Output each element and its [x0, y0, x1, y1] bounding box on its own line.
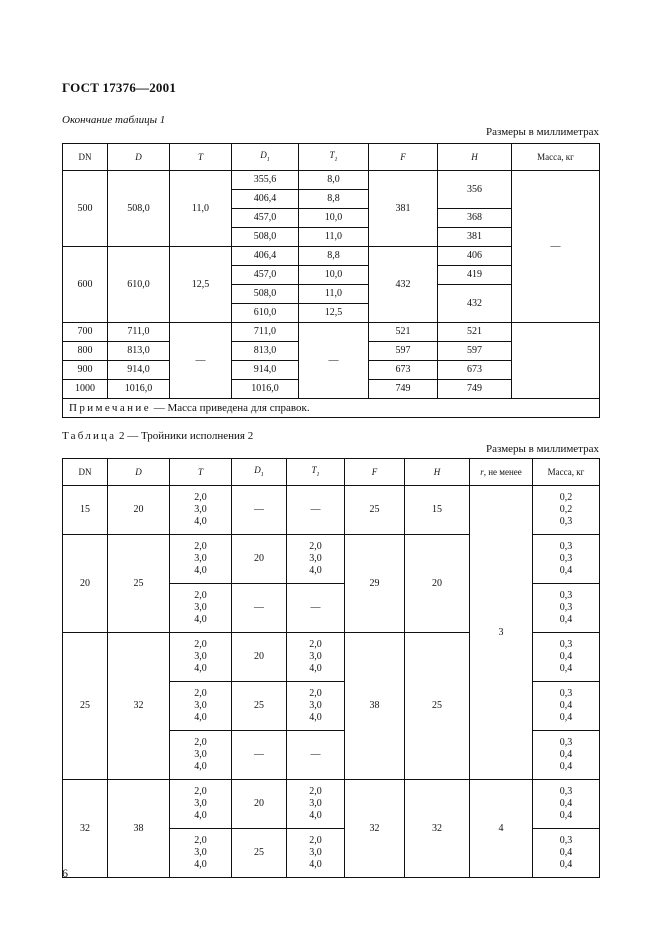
cell-d1: 813,0: [232, 342, 299, 361]
cell-d1: 914,0: [232, 361, 299, 380]
cell-t1: 2,0 3,0 4,0: [287, 780, 345, 829]
cell-mass: 0,2 0,2 0,3: [533, 486, 600, 535]
cell-dn: 32: [63, 780, 108, 878]
cell-t: 2,0 3,0 4,0: [170, 780, 232, 829]
note-text: — Масса приведена для справок.: [150, 402, 310, 414]
col-header-t1: $T_1$: [299, 144, 369, 171]
table-row: [63, 486, 600, 535]
cell-h: 381: [438, 228, 512, 247]
cell-h: 432: [438, 285, 512, 323]
cell-t: 2,0 3,0 4,0: [170, 682, 232, 731]
cell-t: —: [170, 323, 232, 399]
cell-mass: 0,3 0,3 0,4: [533, 584, 600, 633]
col-header-f: F: [369, 144, 438, 171]
cell-mass: 0,3 0,3 0,4: [533, 535, 600, 584]
cell-dn: 1000: [63, 380, 108, 399]
cell-dn: 25: [63, 633, 108, 780]
cell-t1: —: [299, 323, 369, 399]
cell-dn: 700: [63, 323, 108, 342]
cell-h: 749: [438, 380, 512, 399]
cell-dn: 500: [63, 171, 108, 247]
cell-d1: 20: [232, 535, 287, 584]
cell-d1: 457,0: [232, 209, 299, 228]
cell-d: 813,0: [108, 342, 170, 361]
cell-d1: 406,4: [232, 190, 299, 209]
cell-t1: 2,0 3,0 4,0: [287, 829, 345, 878]
cell-mass: 0,3 0,4 0,4: [533, 829, 600, 878]
table2-caption-label: Таблица: [62, 430, 117, 442]
cell-d1: 20: [232, 633, 287, 682]
cell-d1: 20: [232, 780, 287, 829]
note-label: Примечание: [69, 402, 151, 414]
cell-h: 521: [438, 323, 512, 342]
cell-d: 20: [108, 486, 170, 535]
cell-d1: 25: [232, 682, 287, 731]
cell-d: 25: [108, 535, 170, 633]
cell-d1: 508,0: [232, 228, 299, 247]
cell-r: 3: [470, 486, 533, 780]
cell-f: 38: [345, 633, 405, 780]
cell-t1: 8,8: [299, 247, 369, 266]
cell-t1: 8,8: [299, 190, 369, 209]
table-note-row: [63, 399, 600, 418]
cell-dn: 900: [63, 361, 108, 380]
page-number: 6: [62, 866, 68, 880]
cell-t1: 11,0: [299, 228, 369, 247]
cell-d1: 711,0: [232, 323, 299, 342]
table2-caption: [62, 430, 253, 442]
cell-t1: 2,0 3,0 4,0: [287, 535, 345, 584]
table-row: [63, 171, 600, 190]
cell-t1: 11,0: [299, 285, 369, 304]
cell-d1: —: [232, 731, 287, 780]
cell-dn: 600: [63, 247, 108, 323]
cell-t: 2,0 3,0 4,0: [170, 486, 232, 535]
table-row: [63, 780, 600, 829]
cell-t: 2,0 3,0 4,0: [170, 731, 232, 780]
cell-t1: —: [287, 731, 345, 780]
cell-d1: 457,0: [232, 266, 299, 285]
cell-dn: 20: [63, 535, 108, 633]
cell-t1: 10,0: [299, 266, 369, 285]
table-header-row: [63, 144, 600, 171]
cell-h: 15: [405, 486, 470, 535]
cell-d: 38: [108, 780, 170, 878]
cell-h: 25: [405, 633, 470, 780]
table-row: [63, 323, 600, 342]
cell-h: 356: [438, 171, 512, 209]
table-note: [63, 399, 600, 418]
cell-t1: 2,0 3,0 4,0: [287, 682, 345, 731]
cell-h: 406: [438, 247, 512, 266]
cell-d: 610,0: [108, 247, 170, 323]
cell-d: 711,0: [108, 323, 170, 342]
cell-d: 508,0: [108, 171, 170, 247]
cell-d1: —: [232, 486, 287, 535]
cell-t: 2,0 3,0 4,0: [170, 829, 232, 878]
cell-mass-blank: [512, 323, 600, 399]
cell-d1: 1016,0: [232, 380, 299, 399]
col-header-d: D: [108, 144, 170, 171]
col-header-r: r, не менее: [470, 459, 533, 486]
cell-d: 1016,0: [108, 380, 170, 399]
cell-d1: 508,0: [232, 285, 299, 304]
col-header-h: H: [438, 144, 512, 171]
table1: [62, 143, 600, 418]
cell-f: 749: [369, 380, 438, 399]
cell-d: 914,0: [108, 361, 170, 380]
cell-mass: 0,3 0,4 0,4: [533, 731, 600, 780]
cell-t1: 10,0: [299, 209, 369, 228]
col-header-dn: DN: [63, 459, 108, 486]
cell-mass: 0,3 0,4 0,4: [533, 682, 600, 731]
cell-d1: 406,4: [232, 247, 299, 266]
cell-t: 2,0 3,0 4,0: [170, 584, 232, 633]
cell-h: 419: [438, 266, 512, 285]
cell-f: 29: [345, 535, 405, 633]
table1-units: Размеры в миллиметрах: [486, 126, 599, 138]
cell-d: 32: [108, 633, 170, 780]
cell-t1: 2,0 3,0 4,0: [287, 633, 345, 682]
cell-t1: —: [287, 584, 345, 633]
col-header-f: F: [345, 459, 405, 486]
table2: [62, 458, 600, 878]
cell-mass: 0,3 0,4 0,4: [533, 780, 600, 829]
cell-d1: 610,0: [232, 304, 299, 323]
cell-f: 597: [369, 342, 438, 361]
cell-f: 25: [345, 486, 405, 535]
col-header-t1: $T_1$: [287, 459, 345, 486]
cell-dn: 15: [63, 486, 108, 535]
cell-d1: 355,6: [232, 171, 299, 190]
cell-d1: 25: [232, 829, 287, 878]
col-header-d1: $D_1$: [232, 144, 299, 171]
col-header-mass: Масса, кг: [533, 459, 600, 486]
cell-h: 20: [405, 535, 470, 633]
cell-h: 673: [438, 361, 512, 380]
cell-f: 432: [369, 247, 438, 323]
cell-dn: 800: [63, 342, 108, 361]
cell-t1: 8,0: [299, 171, 369, 190]
cell-h: 368: [438, 209, 512, 228]
standard-number: ГОСТ 17376—2001: [62, 80, 177, 95]
cell-t1: —: [287, 486, 345, 535]
cell-t: 2,0 3,0 4,0: [170, 535, 232, 584]
col-header-t: T: [170, 144, 232, 171]
cell-f: 32: [345, 780, 405, 878]
cell-r: 4: [470, 780, 533, 878]
cell-mass: —: [512, 171, 600, 323]
cell-f: 673: [369, 361, 438, 380]
cell-mass: 0,3 0,4 0,4: [533, 633, 600, 682]
col-header-d: D: [108, 459, 170, 486]
table2-caption-text: 2 — Тройники исполнения 2: [116, 430, 254, 442]
cell-f: 381: [369, 171, 438, 247]
col-header-t: T: [170, 459, 232, 486]
col-header-dn: DN: [63, 144, 108, 171]
cell-t: 2,0 3,0 4,0: [170, 633, 232, 682]
cell-h: 597: [438, 342, 512, 361]
table2-units: Размеры в миллиметрах: [486, 443, 599, 455]
col-header-mass: Масса, кг: [512, 144, 600, 171]
cell-t: 12,5: [170, 247, 232, 323]
cell-f: 521: [369, 323, 438, 342]
col-header-h: H: [405, 459, 470, 486]
table-header-row: [63, 459, 600, 486]
table1-continuation-caption: Окончание таблицы 1: [62, 114, 166, 126]
cell-d1: —: [232, 584, 287, 633]
cell-t1: 12,5: [299, 304, 369, 323]
cell-h: 32: [405, 780, 470, 878]
cell-t: 11,0: [170, 171, 232, 247]
col-header-d1: $D_1$: [232, 459, 287, 486]
